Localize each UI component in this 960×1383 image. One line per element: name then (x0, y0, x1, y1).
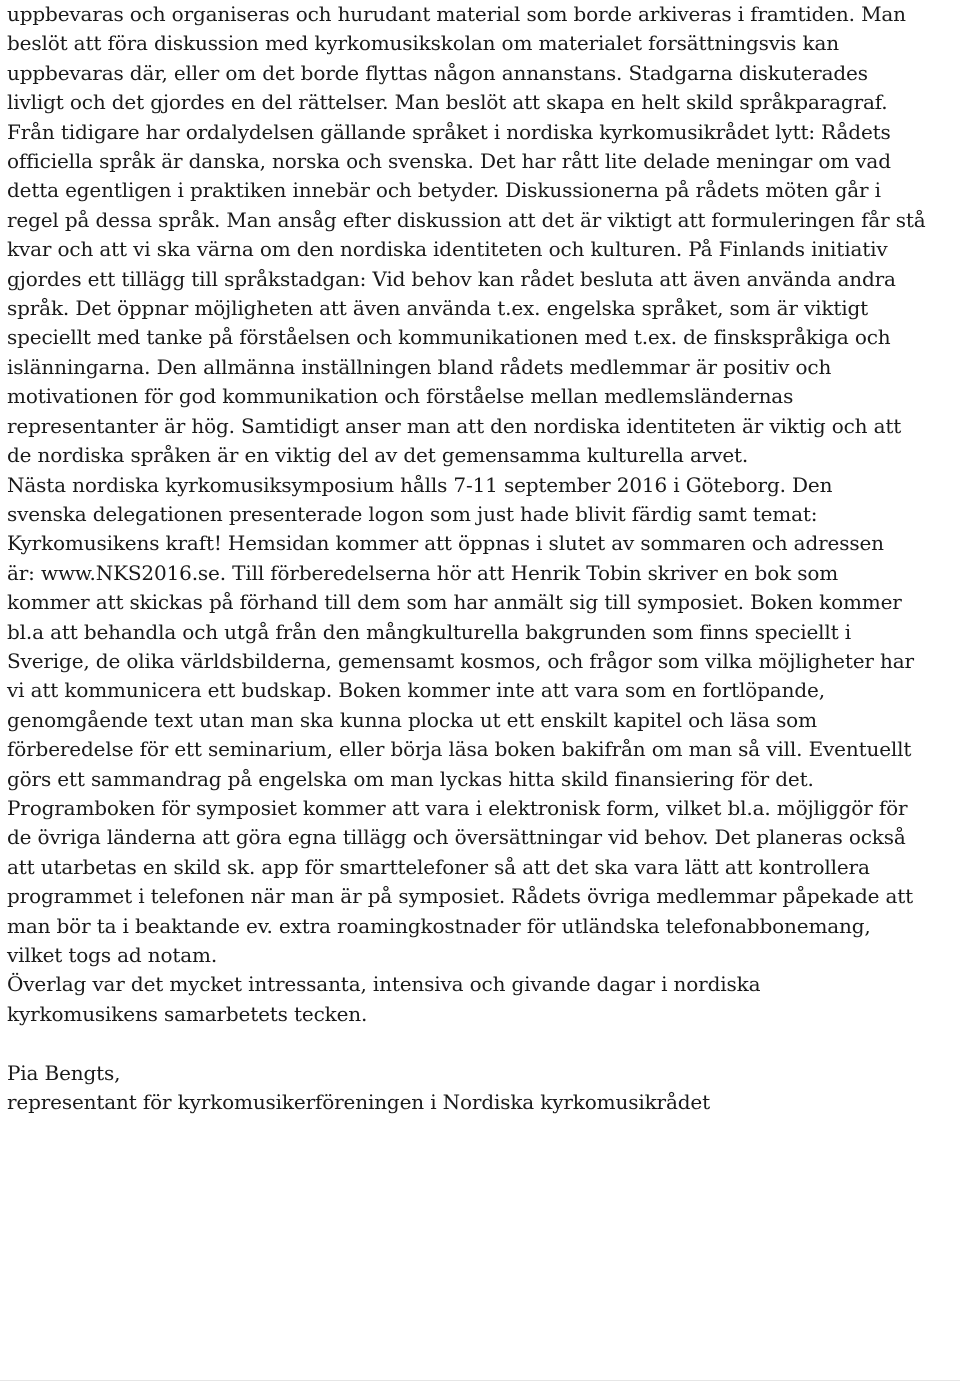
text-line: vi att kommunicera ett budskap. Boken kommer inte att vara som en fortlöpande, (7, 678, 825, 703)
text-line: Sverige, de olika världsbilderna, gemensamt kosmos, och frågor som vilka möjligheter har (7, 648, 914, 673)
text-line: gjordes ett tillägg till språkstadgan: Vid behov kan rådet besluta att även använda andra (7, 266, 896, 291)
text-line: kvar och att vi ska värna om den nordiska identiteten och kulturen. På Finlands initiativ (7, 237, 888, 262)
text-line: de nordiska språken är en viktig del av det gemensamma kulturella arvet. (7, 443, 749, 468)
text-line: görs ett sammandrag på engelska om man lyckas hitta skild finansiering för det. (7, 766, 814, 791)
text-line: språk. Det öppnar möjligheten att även använda t.ex. engelska språket, som är viktigt (7, 296, 869, 321)
text-line: genomgående text utan man ska kunna plocka ut ett enskilt kapitel och läsa som (7, 707, 817, 732)
text-line: svenska delegationen presenterade logon som just hade blivit färdig samt temat: (7, 501, 818, 526)
text-line: förberedelse för ett seminarium, eller börja läsa boken bakifrån om man så vill. Eventuellt (7, 737, 912, 762)
text-line: Från tidigare har ordalydelsen gällande språket i nordiska kyrkomusikrådet lytt: Rådets (7, 119, 891, 144)
text-line: uppbevaras där, eller om det borde flyttas någon annanstans. Stadgarna diskuterades (7, 60, 868, 85)
text-line: vilket togs ad notam. (7, 943, 218, 967)
text-line: Kyrkomusikens kraft! Hemsidan kommer att öppnas i slutet av sommaren och adressen (7, 531, 884, 556)
text-line: att utarbetas en skild sk. app för smarttelefoner så att det ska vara lätt att kontrollera (7, 854, 870, 879)
text-line: officiella språk är danska, norska och svenska. Det har rått lite delade meningar om vad (7, 149, 891, 174)
text-line: livligt och det gjordes en del rättelser. Man beslöt att skapa en helt skild språkparagraf. (7, 90, 888, 115)
text-line: de övriga länderna att göra egna tillägg och översättningar vid behov. Det planeras också (7, 825, 906, 850)
text-line: speciellt med tanke på förståelsen och kommunikationen med t.ex. de finskspråkiga och (7, 325, 891, 350)
signature-name: Pia Bengts, (7, 1060, 121, 1085)
text-line: programmet i telefonen när man är på symposiet. Rådets övriga medlemmar påpekade att (7, 884, 914, 909)
paragraph-symposium (7, 471, 957, 971)
text-line: bl.a att behandla och utgå från den mångkulturella bakgrunden som finns speciellt i (7, 619, 851, 644)
text-line: Överlag var det mycket intressanta, intensiva och givande dagar i nordiska (7, 972, 761, 997)
text-line: representanter är hög. Samtidigt anser man att den nordiska identiteten är viktig och att (7, 413, 902, 438)
text-line: kyrkomusikens samarbetets tecken. (7, 1001, 368, 1026)
signature-role: representant för kyrkomusikerföreningen i Nordiska kyrkomusikrådet (7, 1090, 710, 1115)
text-line: är: www.NKS2016.se. Till förberedelserna hör att Henrik Tobin skriver en bok som (7, 560, 839, 585)
document-page (7, 0, 957, 1117)
text-line: kommer att skickas på förhand till dem som har anmält sig till symposiet. Boken kommer (7, 590, 902, 615)
paragraph-archive-and-language (7, 0, 957, 471)
text-line: motivationen för god kommunikation och förståelse mellan medlemsländernas (7, 384, 794, 409)
text-line: Nästa nordiska kyrkomusiksymposium hålls 7-11 september 2016 i Göteborg. Den (7, 472, 833, 497)
text-line: Programboken för symposiet kommer att vara i elektronisk form, vilket bl.a. möjliggör för (7, 795, 908, 820)
signature-block (7, 1059, 957, 1118)
text-line: regel på dessa språk. Man ansåg efter diskussion att det är viktigt att formuleringen får stå (7, 207, 926, 232)
text-line: uppbevaras och organiseras och hurudant material som borde arkiveras i framtiden. Man (7, 2, 906, 26)
page-bottom-divider (0, 1380, 960, 1381)
text-line: islänningarna. Den allmänna inställningen bland rådets medlemmar är positiv och (7, 354, 832, 379)
blank-line-spacer (7, 1029, 957, 1058)
paragraph-closing (7, 970, 957, 1029)
text-line: detta egentligen i praktiken innebär och betyder. Diskussionerna på rådets möten går i (7, 178, 881, 203)
text-line: beslöt att föra diskussion med kyrkomusikskolan om materialet forsättningsvis kan (7, 31, 839, 56)
text-line: man bör ta i beaktande ev. extra roamingkostnader för utländska telefonabbonemang, (7, 913, 871, 938)
